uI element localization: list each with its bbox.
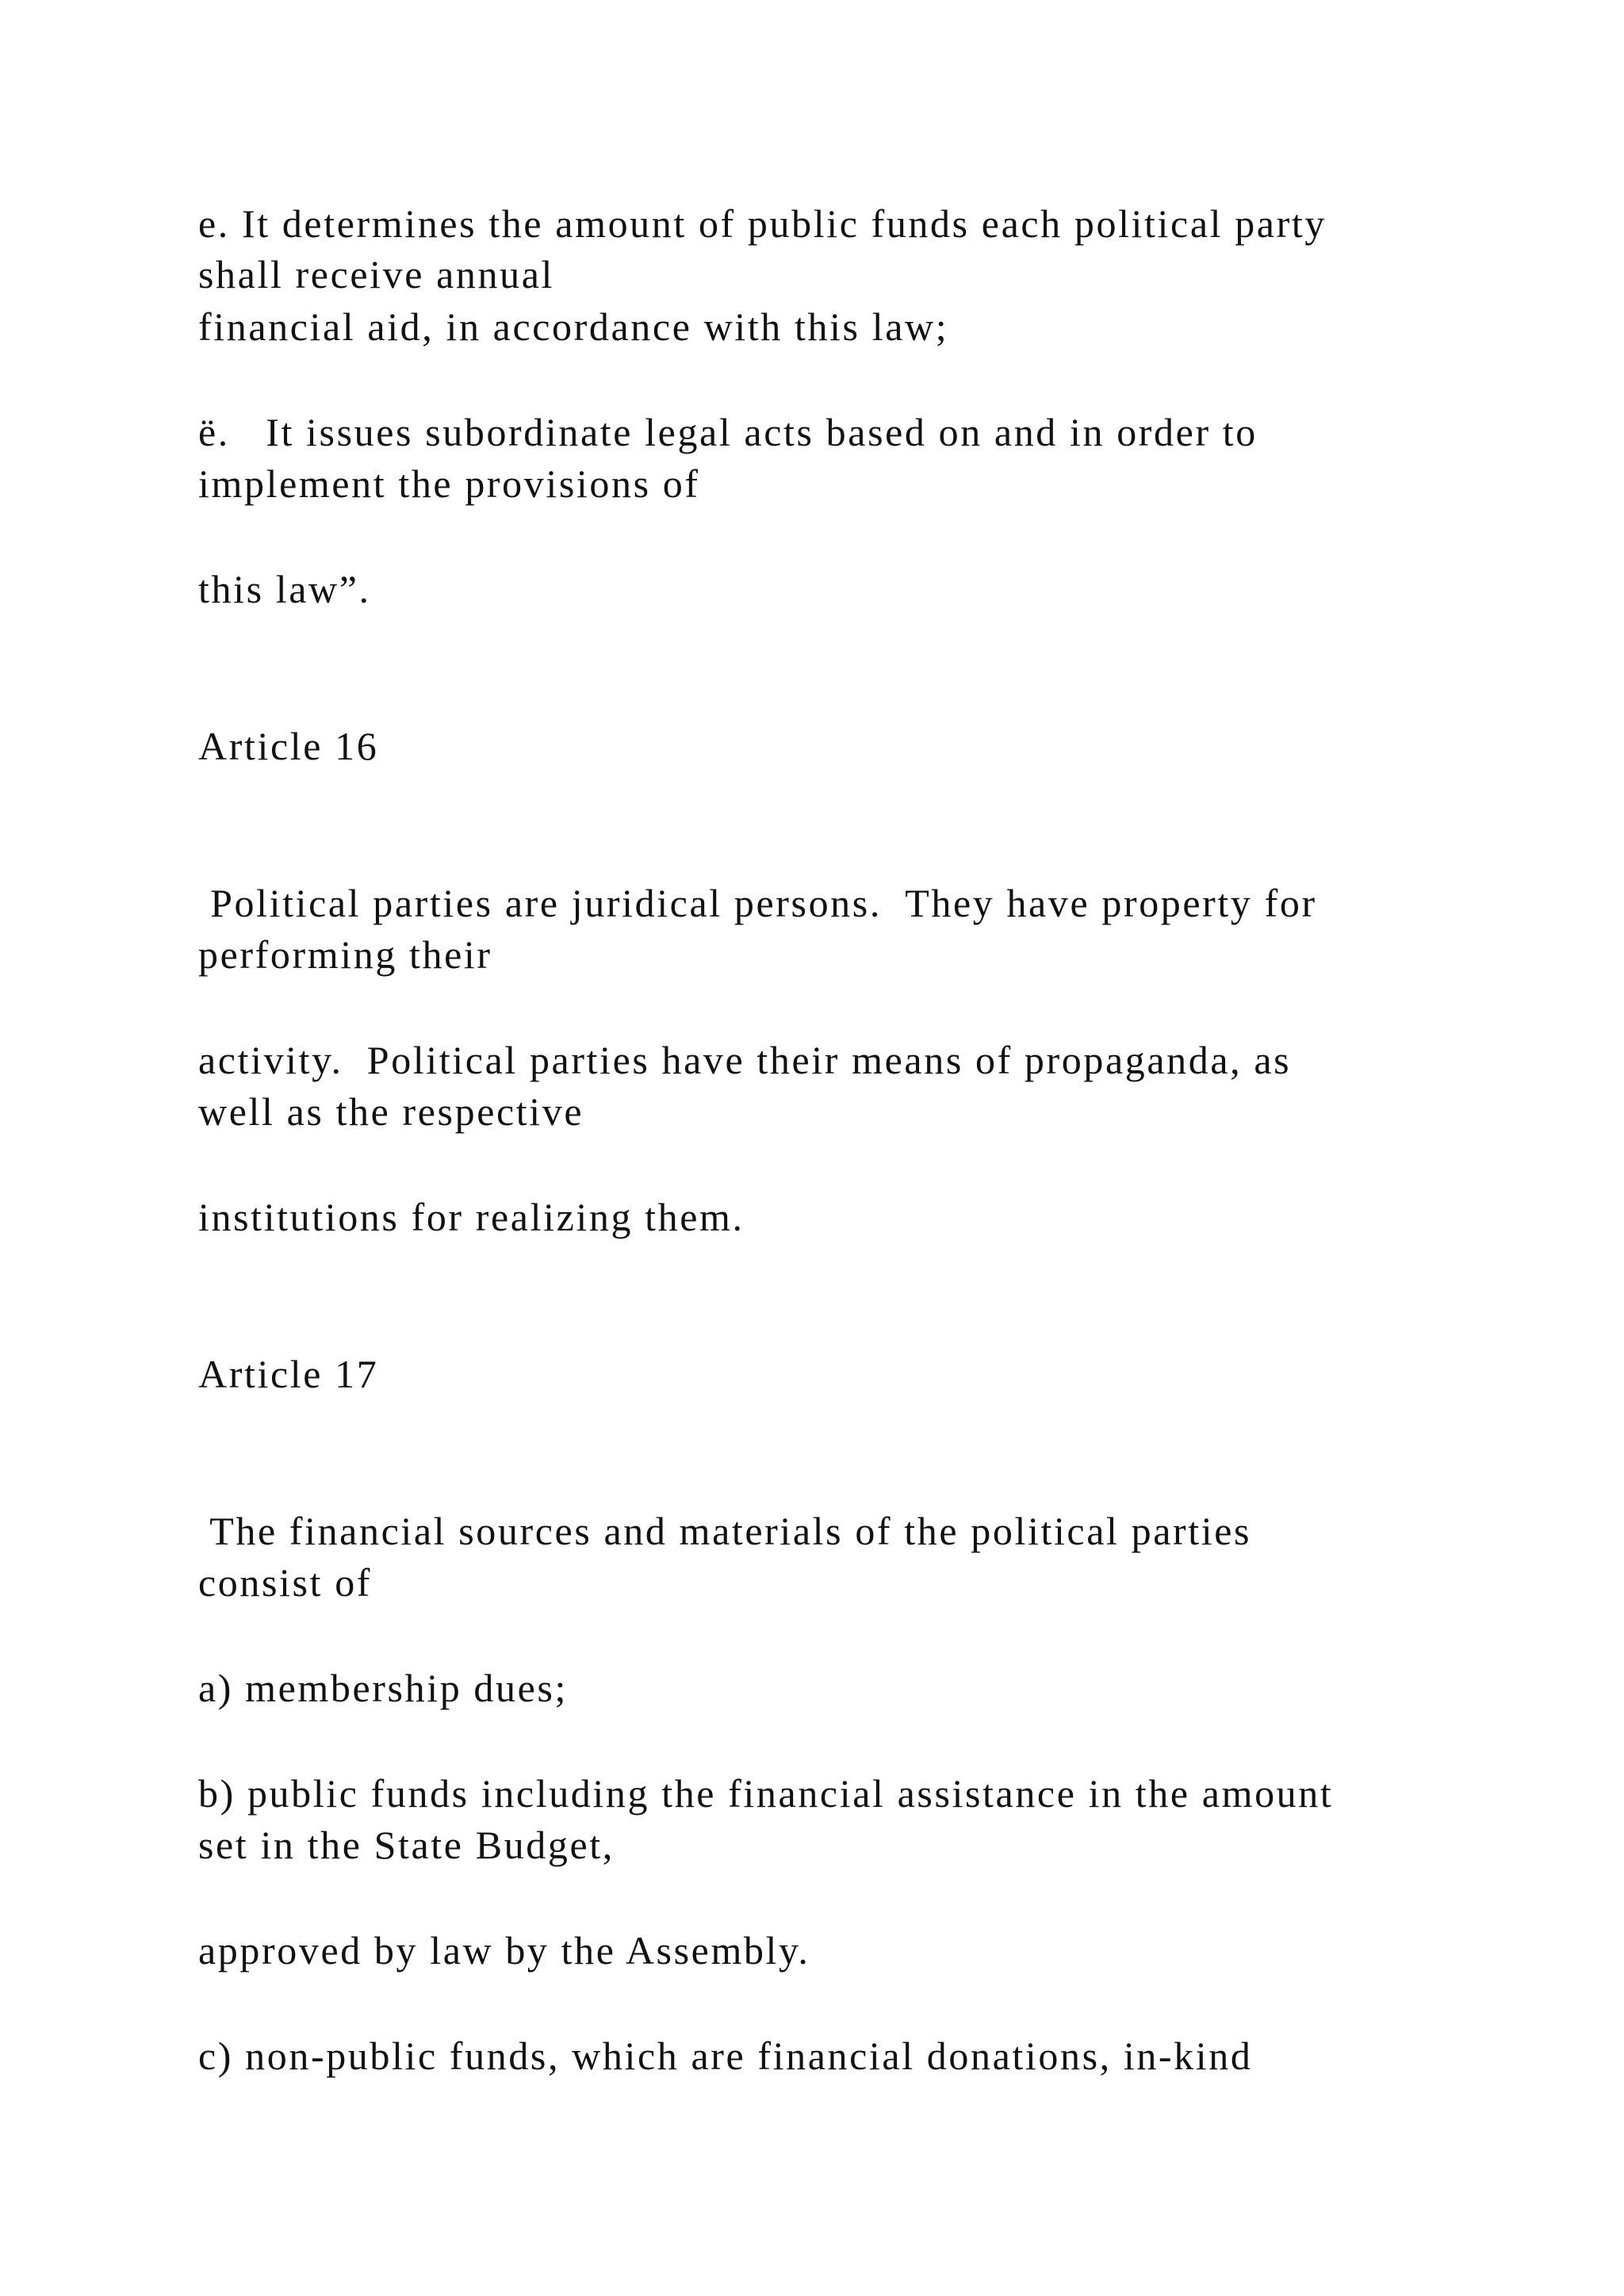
article-16-para-2-line-2: well as the respective bbox=[198, 1089, 584, 1134]
article-16-para-1-line-1: Political parties are juridical persons. They have property for bbox=[198, 881, 1317, 925]
article-16-para-2-line-1: activity. Political parties have their means of propaganda, as bbox=[198, 1038, 1292, 1082]
paragraph-e-diaeresis-line-1: ë. It issues subordinate legal acts based on and in order to bbox=[198, 410, 1258, 454]
article-16-para-1-line-2: performing their bbox=[198, 932, 492, 977]
paragraph-this-law: this law”. bbox=[198, 567, 371, 611]
article-17-item-b-line-2: set in the State Budget, bbox=[198, 1823, 615, 1867]
article-17-intro-line-2: consist of bbox=[198, 1560, 373, 1605]
article-17-item-b-continuation: approved by law by the Assembly. bbox=[198, 1928, 810, 1973]
paragraph-e-diaeresis-line-2: implement the provisions of bbox=[198, 461, 700, 506]
paragraph-e-line-2: shall receive annual bbox=[198, 252, 555, 297]
article-16-para-3: institutions for realizing them. bbox=[198, 1195, 745, 1239]
article-17-item-c: c) non-public funds, which are financial donations, in-kind bbox=[198, 2034, 1253, 2078]
article-17-heading: Article 17 bbox=[198, 1352, 379, 1396]
article-16-heading: Article 16 bbox=[198, 724, 379, 768]
article-17-intro-line-1: The financial sources and materials of the political parties bbox=[198, 1509, 1252, 1553]
article-17-item-a: a) membership dues; bbox=[198, 1666, 568, 1710]
paragraph-e-line-1: e. It determines the amount of public funds each political party bbox=[198, 201, 1327, 246]
article-17-item-b-line-1: b) public funds including the financial assistance in the amount bbox=[198, 1771, 1334, 1816]
paragraph-e-line-3: financial aid, in accordance with this law; bbox=[198, 304, 949, 349]
